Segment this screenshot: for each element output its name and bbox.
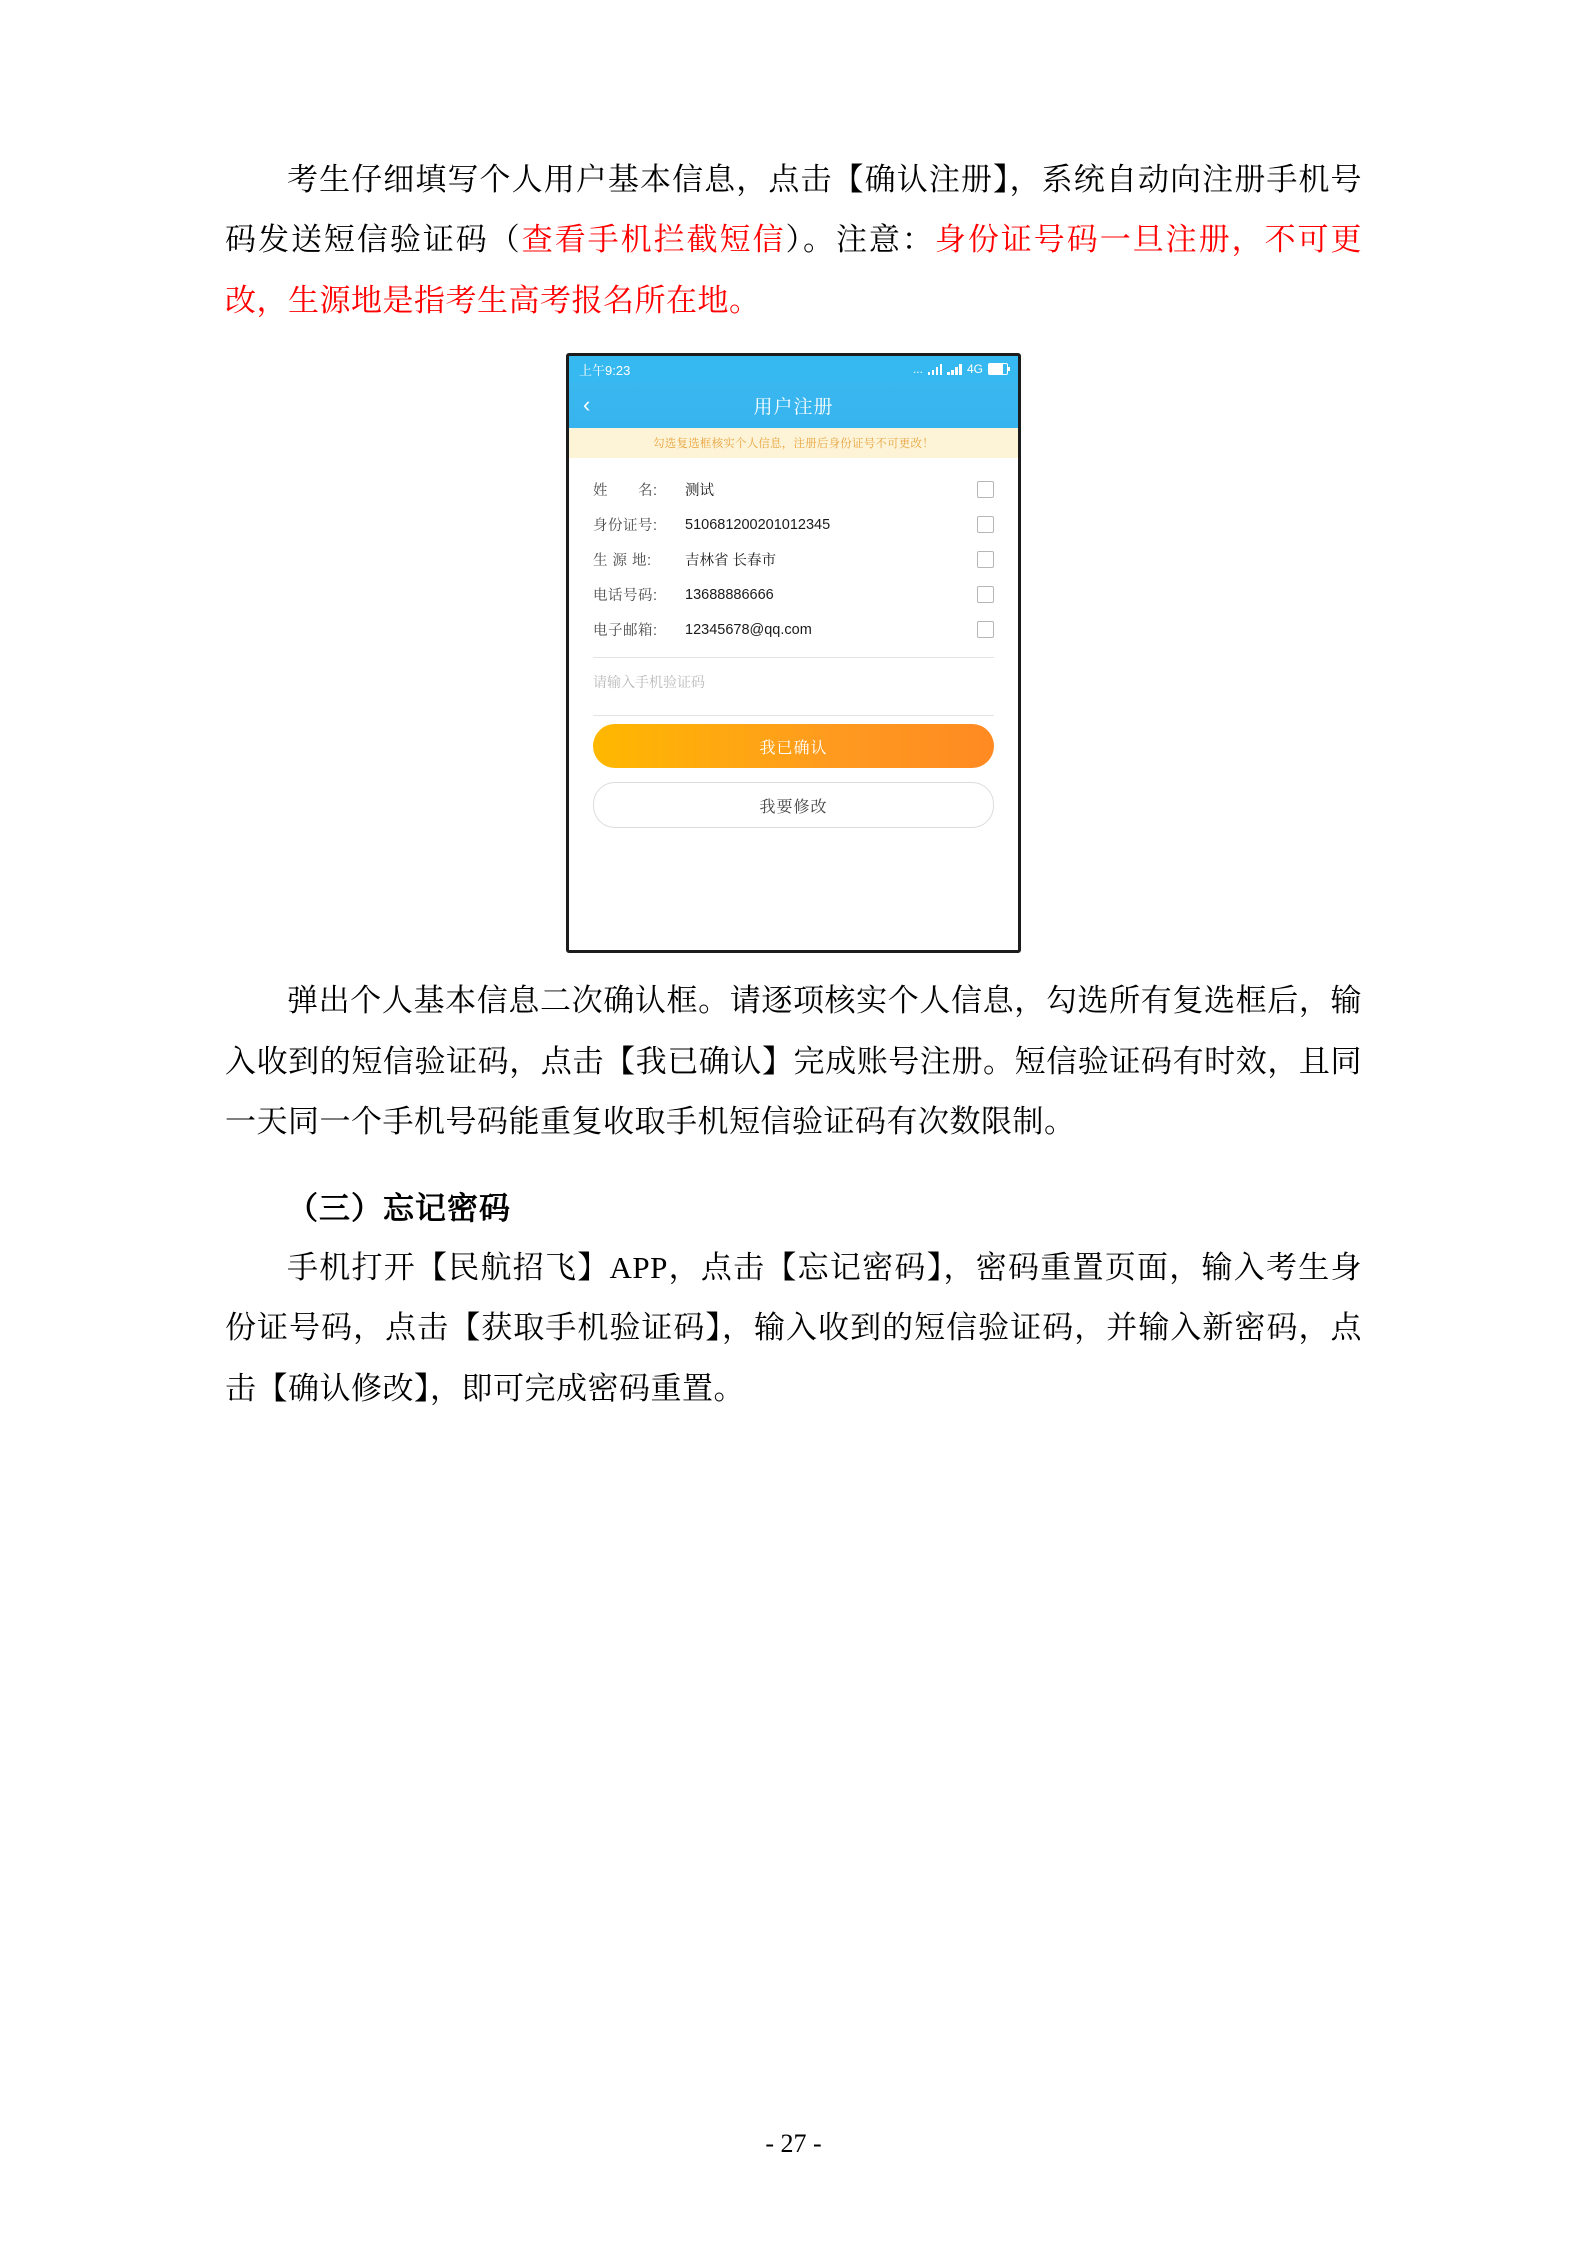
label-origin: 生 源 地: [593, 553, 652, 570]
signal-icon-1 [928, 364, 943, 375]
checkbox-id-number[interactable] [977, 516, 994, 533]
page-number: - 27 - [765, 2129, 822, 2158]
app-page-title: 用户注册 [753, 396, 834, 418]
checkbox-origin[interactable] [977, 551, 994, 568]
network-type-label: 4G [966, 362, 983, 377]
phone-mockup [566, 353, 1021, 953]
form-row-phone [593, 577, 994, 612]
status-bar [569, 356, 1018, 382]
form-row-origin [593, 542, 994, 577]
confirm-button[interactable]: 我已确认 [593, 724, 994, 768]
label-email: 电子邮箱: [593, 623, 658, 640]
sms-code-input[interactable]: 请输入手机验证码 [593, 674, 705, 691]
paragraph-registration-info [225, 150, 1362, 331]
label-id-number: 身份证号: [593, 518, 658, 535]
checkbox-phone[interactable] [977, 586, 994, 603]
status-bar-time: 上午9:23 [579, 362, 631, 378]
form-row-email [593, 612, 994, 647]
label-phone: 电话号码: [593, 588, 658, 605]
value-email: 12345678@qq.com [685, 621, 812, 638]
battery-icon [988, 363, 1008, 375]
registration-form [569, 458, 1018, 647]
label-name: 姓 名: [593, 483, 658, 500]
form-row-id-number [593, 507, 994, 542]
phone-screenshot-figure [225, 353, 1362, 953]
paragraph1-red-warning: 身份证号码一旦注册，不可更改，生源地是指考生高考报名所在地。 [225, 222, 1363, 318]
signal-icon-2 [947, 364, 962, 375]
checkbox-email[interactable] [977, 621, 994, 638]
value-origin: 吉林省 长春市 [685, 553, 777, 570]
modify-button[interactable]: 我要修改 [593, 782, 994, 828]
paragraph1-part2: ）。注意： [785, 222, 935, 258]
back-icon[interactable]: ‹ [583, 392, 591, 418]
paragraph1-red-note: 查看手机拦截短信 [521, 222, 786, 258]
notice-banner: 勾选复选框核实个人信息，注册后身份证号不可更改！ [569, 428, 1018, 458]
value-phone: 13688886666 [685, 586, 774, 603]
value-name: 测试 [685, 483, 714, 500]
checkbox-name[interactable] [977, 481, 994, 498]
paragraph1-part1: 考生仔细填写个人用户基本信息，点击【确认注册】，系统自动向注册手机号码发送短信验证码（ [225, 162, 1362, 258]
section-heading-forgot-password: （三）忘记密码 [287, 1190, 511, 1226]
status-dots-icon: ... [912, 362, 923, 377]
paragraph-forgot-password: 手机打开【民航招飞】APP，点击【忘记密码】，密码重置页面，输入考生身份证号码，点击【获取手机验证码】，输入收到的短信验证码，并输入新密码，点击【确认修改】，即可完成密码重置。 [225, 1249, 1362, 1406]
paragraph-confirmation-dialog: 弹出个人基本信息二次确认框。请逐项核实个人信息，勾选所有复选框后，输入收到的短信验证码，点击【我已确认】完成账号注册。短信验证码有时效，且同一天同一个手机号码能重复收取手机短信验证码有次数限制。 [225, 983, 1362, 1140]
value-id-number: 510681200201012345 [685, 516, 831, 533]
form-row-name [593, 472, 994, 507]
app-nav-bar [569, 382, 1018, 428]
button-area [569, 716, 1018, 828]
status-bar-right [913, 362, 1008, 376]
